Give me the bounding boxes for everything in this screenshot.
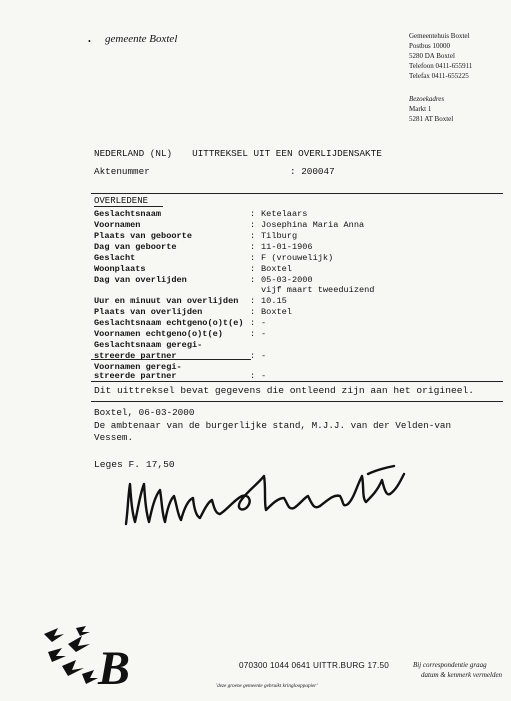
- field-value: 11-01-1906: [261, 242, 313, 252]
- field-label: Dag van geboorte: [94, 242, 177, 252]
- field-colon: :: [250, 231, 256, 241]
- record-number: 200047: [301, 166, 335, 177]
- address-line: 5280 DA Boxtel: [409, 52, 455, 60]
- visit-address-block: [409, 94, 453, 124]
- field-label: Plaats van geboorte: [94, 231, 192, 241]
- divider-bottom: [91, 401, 503, 402]
- handwritten-signature: [118, 454, 408, 539]
- visit-address-label: Bezoekadres: [409, 95, 445, 103]
- address-line: Postbus 10000: [409, 42, 451, 50]
- field-label: Voornamen echtgeno(o)t(e): [94, 329, 223, 339]
- field-colon: :: [250, 296, 256, 306]
- document-title-line: [94, 148, 382, 159]
- field-label: Dag van overlijden: [94, 275, 187, 285]
- field-colon: :: [250, 253, 256, 263]
- field-value: Boxtel: [261, 264, 292, 274]
- barcode-text: 070300 1044 0641 UITTR.BURG 17.50: [239, 661, 389, 670]
- place-date: Boxtel, 06-03-2000: [94, 407, 195, 418]
- field-label: Geslacht: [94, 253, 136, 263]
- field-value: -: [261, 371, 267, 381]
- field-colon: :: [250, 275, 256, 285]
- record-number-row: [94, 166, 150, 177]
- logo-letter: B: [98, 642, 131, 692]
- divider-middle: [91, 359, 251, 360]
- field-value-words: vijf maart tweeduizend: [261, 285, 375, 295]
- registrar-line: Vessem.: [94, 432, 134, 443]
- field-label-continuation: streerde partner: [94, 351, 177, 361]
- field-value: Tilburg: [261, 231, 298, 241]
- document-title: UITTREKSEL UIT EEN OVERLIJDENSAKTE: [192, 148, 382, 159]
- birds-logo-icon: [38, 622, 138, 692]
- field-value: 05-03-2000: [261, 275, 313, 285]
- field-value: 10.15: [261, 296, 287, 306]
- field-colon: :: [250, 329, 256, 339]
- field-colon: :: [250, 318, 256, 328]
- divider-after-fields: [91, 381, 503, 382]
- field-value: F (vrouwelijk): [261, 253, 334, 263]
- field-label: Geslachtsnaam echtgeno(o)t(e): [94, 318, 244, 328]
- divider-top: [91, 193, 503, 194]
- address-line: Gemeentehuis Boxtel: [409, 32, 470, 40]
- section-title: OVERLEDENE: [94, 196, 149, 206]
- record-number-label: Aktenummer: [94, 166, 150, 177]
- field-value: -: [261, 318, 267, 328]
- visit-address-line: Markt 1: [409, 105, 432, 113]
- field-label: Uur en minuut van overlijden: [94, 296, 239, 306]
- field-colon: :: [250, 351, 256, 361]
- paper-note: 'deze groene gemeente gebruikt kringlooppapier': [216, 683, 318, 689]
- correspondence-line: Bij correspondentie graag: [413, 661, 487, 669]
- address-block: [409, 31, 472, 81]
- notice-text: Dit uittreksel bevat gegevens die ontleend zijn aan het origineel.: [94, 385, 474, 396]
- registrar-line: De ambtenaar van de burgerlijke stand, M.J.J. van der Velden-van: [94, 420, 452, 431]
- correspondence-note: [413, 660, 502, 680]
- field-label: Voornamen: [94, 220, 141, 230]
- field-label-continuation: streerde partner: [94, 371, 177, 381]
- field-colon: :: [250, 307, 256, 317]
- field-label: Geslachtsnaam geregi-: [94, 340, 203, 350]
- field-colon: :: [250, 209, 256, 219]
- field-label: Voornamen geregi-: [94, 362, 182, 372]
- record-number-value-row: [290, 166, 335, 177]
- correspondence-line: datum & kenmerk vermelden: [421, 671, 503, 679]
- field-label: Woonplaats: [94, 264, 146, 274]
- record-number-colon: :: [290, 166, 296, 177]
- field-colon: :: [250, 220, 256, 230]
- field-value: -: [261, 329, 267, 339]
- field-label: Plaats van overlijden: [94, 307, 203, 317]
- field-value: Ketelaars: [261, 209, 308, 219]
- field-value: Josephina Maria Anna: [261, 220, 365, 230]
- field-value: -: [261, 351, 267, 361]
- field-value: Boxtel: [261, 307, 292, 317]
- field-colon: :: [250, 242, 256, 252]
- address-line: Telefax 0411-655225: [409, 72, 469, 80]
- country-code: NEDERLAND (NL): [94, 148, 173, 159]
- bullet-mark: •: [88, 37, 91, 46]
- municipality-name: gemeente Boxtel: [105, 33, 178, 45]
- field-label: Geslachtsnaam: [94, 209, 162, 219]
- visit-address-line: 5281 AT Boxtel: [409, 115, 454, 123]
- field-colon: :: [250, 264, 256, 274]
- fee-text: Leges F. 17,50: [94, 459, 175, 470]
- address-line: Telefoon 0411-655911: [409, 62, 473, 70]
- field-colon: :: [250, 371, 256, 381]
- section-underline: [94, 206, 163, 207]
